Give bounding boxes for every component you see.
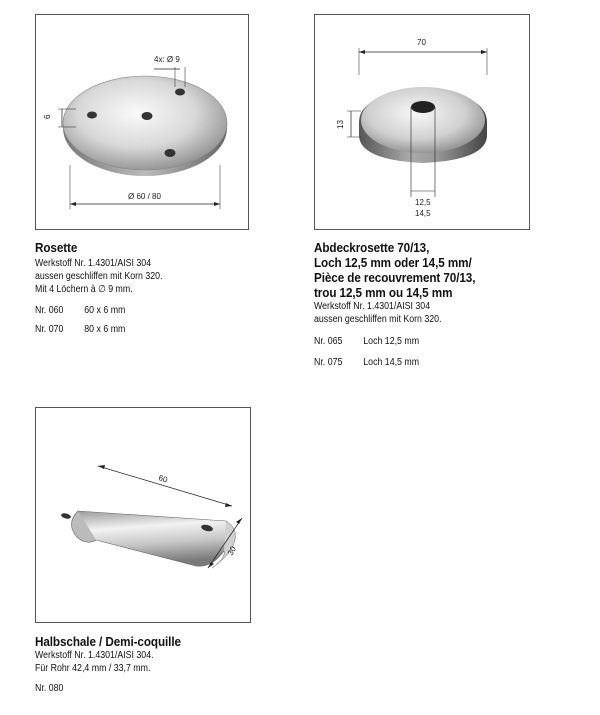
rosette-finish: aussen geschliffen mit Korn 320. bbox=[35, 271, 163, 282]
variant-number: Nr. 065 bbox=[314, 336, 343, 347]
abdeck-title-line: Abdeckrosette 70/13, bbox=[314, 240, 430, 255]
halbschale-title: Halbschale / Demi-coquille bbox=[35, 634, 181, 649]
abdeck-title-line: trou 12,5 mm ou 14,5 mm bbox=[314, 285, 453, 300]
variant-number: Nr. 075 bbox=[314, 357, 343, 368]
abdeck-drawing bbox=[315, 15, 531, 231]
abdeck-hole2-dim: 14,5 bbox=[415, 209, 431, 218]
rosette-variant bbox=[35, 323, 264, 336]
rosette-drawing-panel bbox=[35, 14, 249, 230]
halbschale-material: Werkstoff Nr. 1.4301/AISI 304. bbox=[35, 650, 154, 661]
rosette-description bbox=[35, 240, 295, 336]
rosette-title: Rosette bbox=[35, 240, 78, 255]
halbschale-drawing-panel bbox=[35, 407, 251, 623]
abdeck-width-dim: 70 bbox=[417, 38, 426, 47]
halbschale-number: Nr. 080 bbox=[35, 683, 64, 694]
halbschale-length-dim: 60 bbox=[157, 473, 169, 485]
abdeck-hole1-dim: 12,5 bbox=[415, 198, 431, 207]
variant-number: Nr. 060 bbox=[35, 305, 64, 316]
abdeck-description bbox=[314, 240, 594, 369]
rosette-height-dim: 6 bbox=[43, 114, 52, 119]
variant-size: Loch 14,5 mm bbox=[363, 357, 420, 368]
abdeck-title-line: Pièce de recouvrement 70/13, bbox=[314, 270, 476, 285]
abdeck-variant bbox=[314, 335, 560, 348]
abdeck-finish: aussen geschliffen mit Korn 320. bbox=[314, 314, 442, 325]
variant-size: 80 x 6 mm bbox=[84, 324, 126, 335]
halbschale-drawing bbox=[36, 408, 252, 624]
halbschale-width-dim: 30 bbox=[225, 544, 238, 557]
variant-size: Loch 12,5 mm bbox=[363, 336, 420, 347]
halbschale-pipe: Für Rohr 42,4 mm / 33,7 mm. bbox=[35, 663, 151, 674]
variant-number: Nr. 070 bbox=[35, 324, 64, 335]
rosette-drawing bbox=[36, 15, 250, 231]
abdeck-variant bbox=[314, 356, 560, 369]
abdeck-material: Werkstoff Nr. 1.4301/AISI 304 bbox=[314, 301, 431, 312]
rosette-diameter-dim: Ø 60 / 80 bbox=[128, 192, 161, 201]
halbschale-description bbox=[35, 634, 335, 695]
abdeck-title-line: Loch 12,5 mm oder 14,5 mm/ bbox=[314, 255, 472, 270]
abdeck-height-dim: 13 bbox=[336, 120, 345, 129]
variant-size: 60 x 6 mm bbox=[84, 305, 126, 316]
rosette-holes-dim: 4x: Ø 9 bbox=[154, 55, 180, 64]
rosette-material: Werkstoff Nr. 1.4301/AISI 304 bbox=[35, 258, 152, 269]
rosette-variant bbox=[35, 304, 264, 317]
rosette-holes: Mit 4 Löchern à ∅ 9 mm. bbox=[35, 284, 133, 295]
abdeck-drawing-panel bbox=[314, 14, 530, 230]
